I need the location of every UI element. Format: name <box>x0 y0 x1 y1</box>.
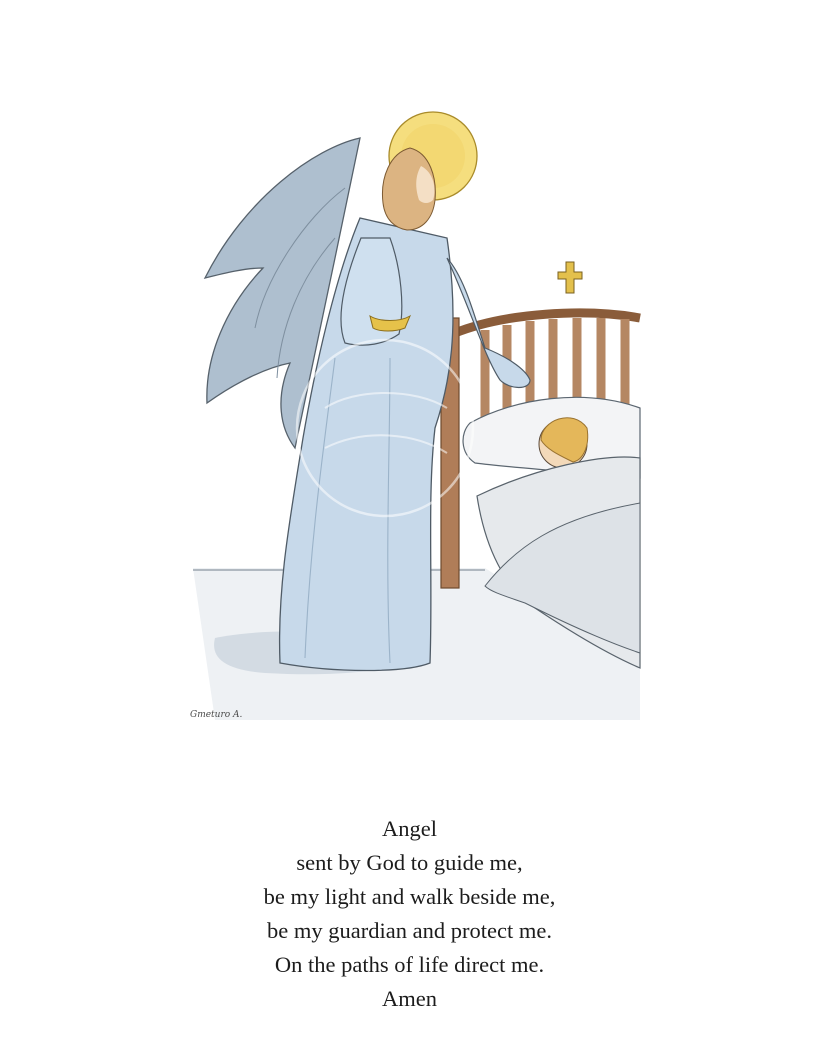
illustration <box>185 108 645 728</box>
prayer-text <box>0 812 819 1016</box>
prayer-title: Angel <box>382 816 437 841</box>
prayer-line: sent by God to guide me, <box>296 850 523 875</box>
prayer-line: be my light and walk beside me, <box>263 884 556 909</box>
prayer-line: On the paths of life direct me. <box>274 952 545 977</box>
prayer-line: be my guardian and protect me. <box>267 918 552 943</box>
artist-signature: Gmeturo A. <box>190 710 243 720</box>
prayer-closing: Amen <box>382 986 437 1011</box>
